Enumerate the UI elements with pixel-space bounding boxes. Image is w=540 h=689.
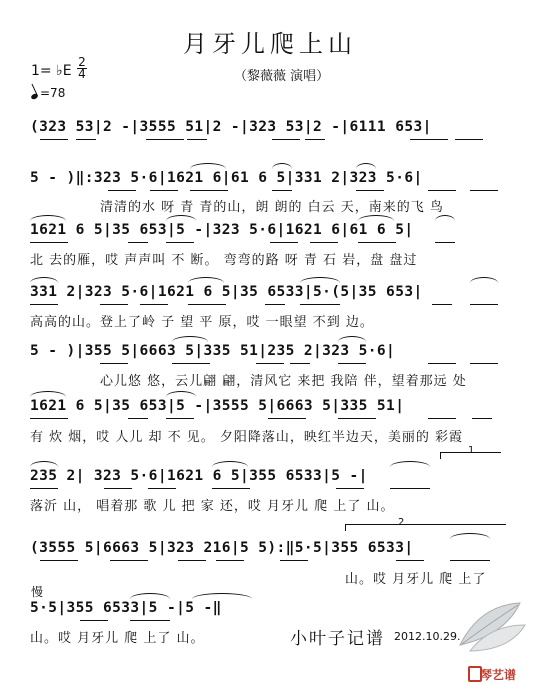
lyric-row-6: 有 炊 烟，哎 人儿 却 不 见。 夕阳降落山，映红半边天，美丽的 彩霞 [30,430,464,445]
score-row-4: 331 2|323 5·6|1621 6 5|35 6533|5·(5|35 653| [30,284,423,300]
time-signature [76,57,88,80]
time-signature-bottom: 4 [78,67,86,81]
transcriber-signature: 小叶子记谱 [290,629,385,649]
tempo-mark [31,86,65,100]
singer-credit: （黎薇薇 演唱） [234,69,330,84]
lyric-row-4: 高高的山。登上了岭 子 望 平 原，哎 一眼望 不到 边。 [30,315,374,330]
score-row-7: 235 2| 323 5·6|1621 6 5|355 6533|5 -| [30,468,368,484]
lyric-row-2: 清清的水 呀 青 青的山，朗 朗的 白云 天，南来的飞 鸟 [100,200,444,215]
volta-1-number: 1 [468,445,475,456]
leaf-decoration-icon [450,595,530,655]
score-row-1: (323 53|2 -|3555 51|2 -|323 53|2 -|6111 653| [30,119,432,135]
score-row-8: (3555 5|6663 5|323 216|5 5):‖5·5|355 6533| [30,540,414,556]
lyric-row-5: 心儿悠 悠，云儿翩 翩，清风它 来把 我陪 伴，望着那远 处 [100,374,467,389]
score-row-2: 5 - )‖:323 5·6|1621 6|61 6 5|331 2|323 5·6| [30,170,423,186]
lyric-row-7: 落沂 山， 唱着那 歌 儿 把 家 还，哎 月牙儿 爬 上了 山。 [30,499,395,514]
song-title: 月牙儿爬上山 [183,30,357,58]
time-signature-top: 2 [78,55,86,69]
key-signature: 1= ♭E [31,63,72,79]
volta-2 [345,524,506,531]
lyric-row-9: 山。哎 月牙儿 爬 上了 山。 [30,631,205,646]
score-row-6: 1621 6 5|35 653|5 -|3555 5|6663 5|335 51| [30,398,405,414]
tempo-slow-mark: 慢 [31,585,44,599]
score-row-9: 5·5|355 6533|5 -|5 -‖ [30,600,222,616]
lyric-row-3: 北 去的雁，哎 声声叫 不 断。 弯弯的路 呀 青 石 岩，盘 盘过 [30,253,418,268]
score-row-3: 1621 6 5|35 653|5 -|323 5·6|1621 6|61 6 5| [30,222,414,238]
transcription-date: 2012.10.29. [394,630,461,643]
lyric-row-8: 山。哎 月牙儿 爬 上了 [345,572,487,587]
quarter-note-icon [30,93,38,100]
volta-2-number: 2 [398,517,405,528]
brand-name: 琴艺谱 [480,668,517,682]
tempo-value: =78 [40,86,66,100]
score-row-5: 5 - )|355 5|6663 5|335 51|235 2|323 5·6| [30,343,396,359]
